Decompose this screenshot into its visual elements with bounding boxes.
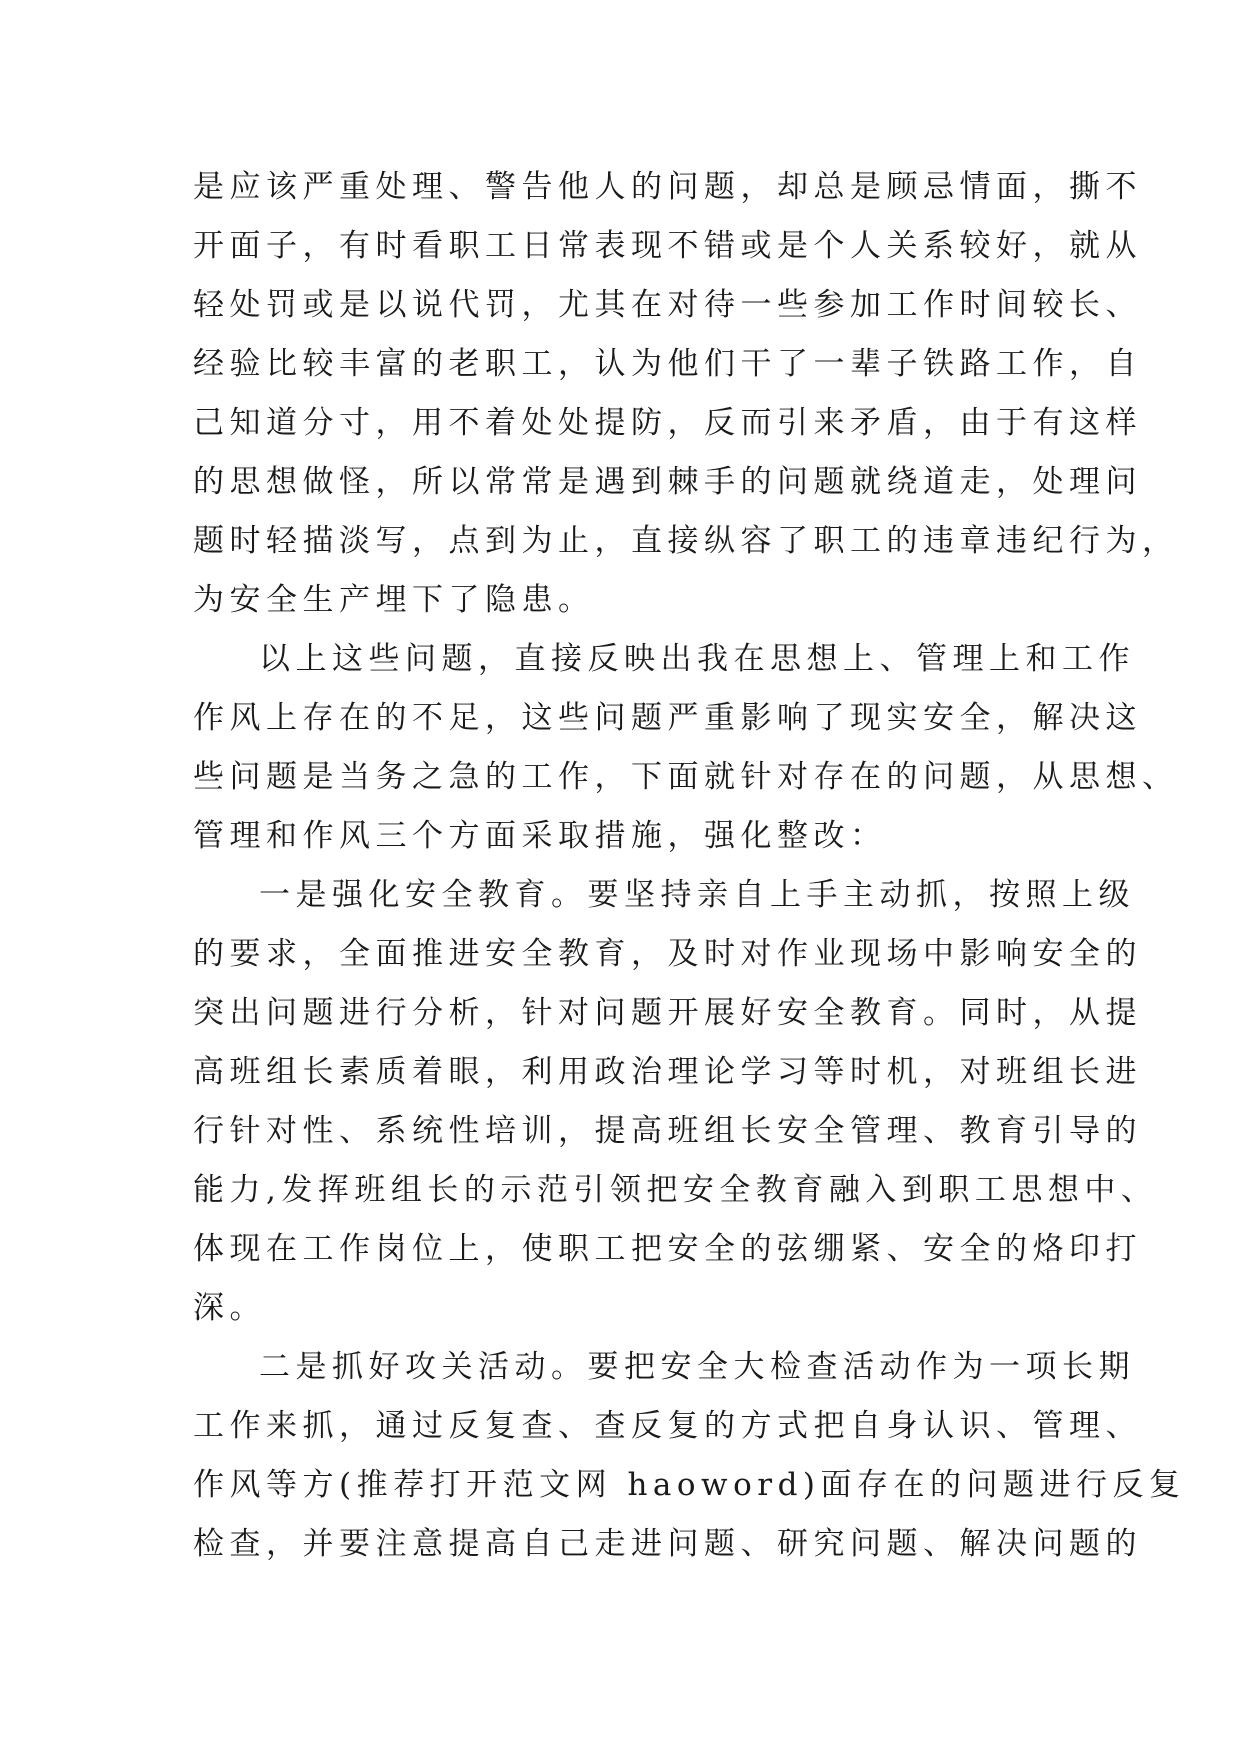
- text-line: 突出问题进行分析，针对问题开展好安全教育。同时，从提: [193, 995, 1142, 1031]
- text-line: 检查，并要注意提高自己走进问题、研究问题、解决问题的: [193, 1526, 1142, 1562]
- text-line: 一是强化安全教育。要坚持亲自上手主动抓，按照上级: [259, 877, 1135, 913]
- text-line: 轻处罚或是以说代罚，尤其在对待一些参加工作时间较长、: [193, 287, 1142, 323]
- text-line: 经验比较丰富的老职工，认为他们干了一辈子铁路工作，自: [193, 346, 1142, 382]
- text-line: 作风上存在的不足，这些问题严重影响了现实安全，解决这: [193, 700, 1142, 736]
- text-line: 工作来抓，通过反复查、查反复的方式把自身认识、管理、: [193, 1408, 1142, 1444]
- text-line: 的思想做怪，所以常常是遇到棘手的问题就绕道走，处理问: [193, 464, 1142, 500]
- text-line: 为安全生产埋下了隐患。: [193, 582, 595, 618]
- text-line: 体现在工作岗位上，使职工把安全的弦绷紧、安全的烙印打: [193, 1231, 1142, 1267]
- text-line: 己知道分寸，用不着处处提防，反而引来矛盾，由于有这样: [193, 405, 1142, 441]
- text-line: 能力,发挥班组长的示范引领把安全教育融入到职工思想中、: [193, 1172, 1158, 1208]
- text-line: 题时轻描淡写，点到为止，直接纵容了职工的违章违纪行为，: [193, 523, 1179, 559]
- text-line: 的要求，全面推进安全教育，及时对作业现场中影响安全的: [193, 936, 1142, 972]
- text-line: 深。: [193, 1290, 266, 1326]
- text-line: 以上这些问题，直接反映出我在思想上、管理上和工作: [259, 641, 1135, 677]
- text-line: 管理和作风三个方面采取措施，强化整改：: [193, 818, 887, 854]
- paragraph-3: [193, 866, 1158, 1338]
- document-body: [193, 158, 1186, 1574]
- paragraph-4: [193, 1338, 1186, 1574]
- text-line: 高班组长素质着眼，利用政治理论学习等时机，对班组长进: [193, 1054, 1142, 1090]
- text-line: 作风等方(推荐打开范文网 haoword)面存在的问题进行反复: [193, 1467, 1186, 1503]
- text-line: 二是抓好攻关活动。要把安全大检查活动作为一项长期: [259, 1349, 1135, 1385]
- text-line: 是应该严重处理、警告他人的问题，却总是顾忌情面，撕不: [193, 169, 1142, 205]
- paragraph-1: [193, 158, 1179, 630]
- text-line: 些问题是当务之急的工作，下面就针对存在的问题，从思想、: [193, 759, 1179, 795]
- text-line: 行针对性、系统性培训，提高班组长安全管理、教育引导的: [193, 1113, 1142, 1149]
- text-line: 开面子，有时看职工日常表现不错或是个人关系较好，就从: [193, 228, 1142, 264]
- paragraph-2: [193, 630, 1179, 866]
